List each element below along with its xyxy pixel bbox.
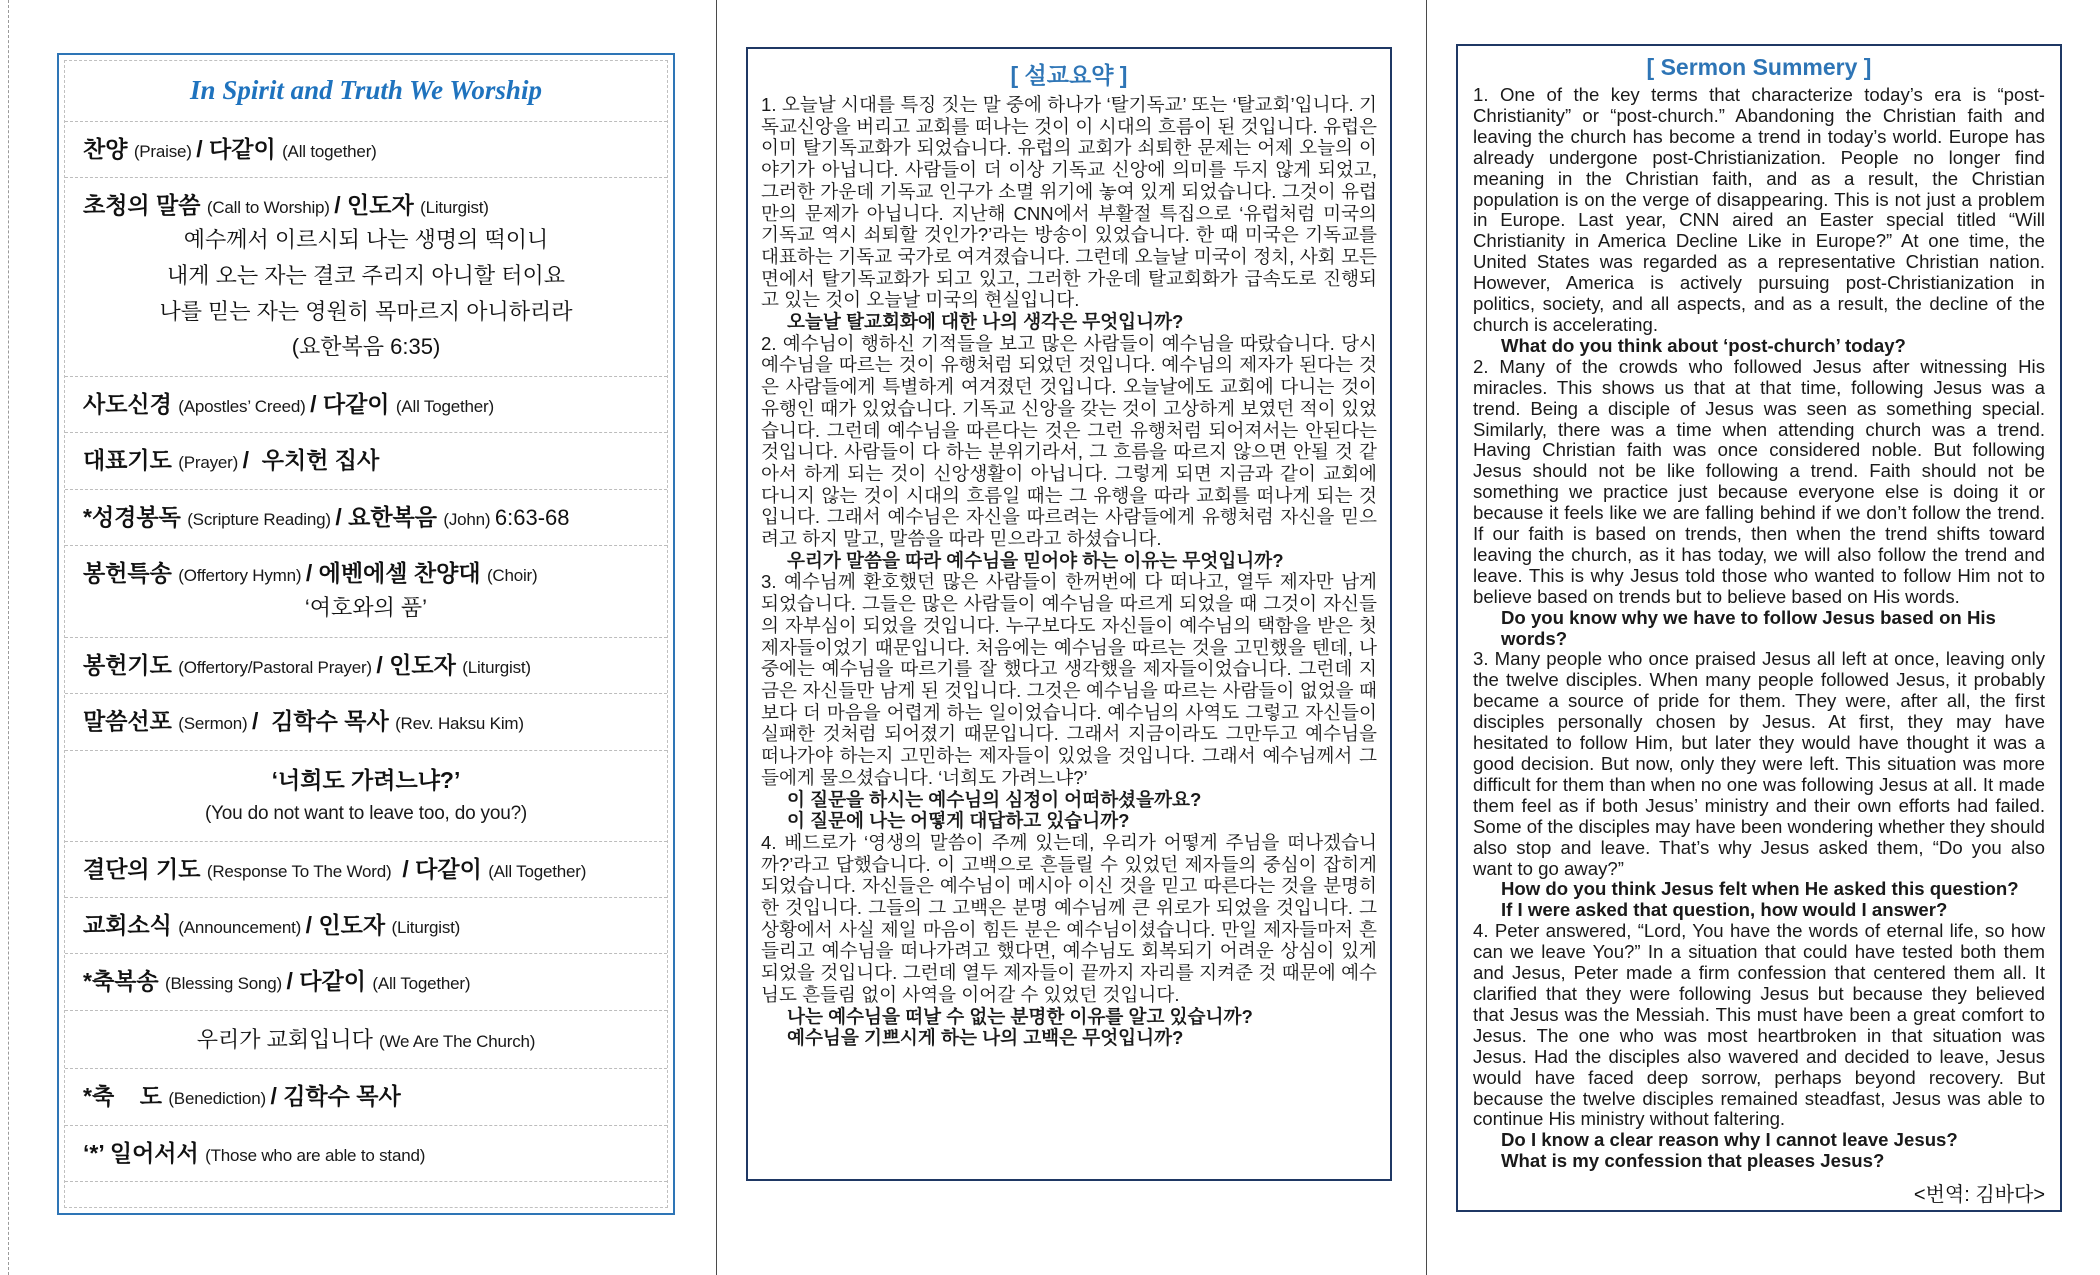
worship-text: (Scripture Reading): [187, 509, 336, 529]
worship-text: / 우치헌 집사: [242, 447, 380, 474]
worship-text: (Praise): [133, 141, 197, 161]
worship-line: [83, 557, 649, 590]
worship-row: [65, 377, 667, 433]
worship-text: ‘여호와의 품’: [304, 595, 428, 621]
worship-row: [65, 751, 667, 842]
worship-text: 봉헌기도: [83, 651, 179, 678]
worship-line: [83, 1137, 649, 1170]
worship-text: 봉헌특송: [83, 559, 179, 586]
worship-text: (Liturgist): [420, 198, 489, 218]
worship-text: 예수께서 이르시되 나는 생명의 떡이니: [183, 227, 549, 253]
sermon-summary-en-panel: [1456, 44, 2062, 1212]
worship-text: / 인도자: [334, 192, 421, 219]
worship-row: [65, 1011, 667, 1070]
worship-text: (Choir): [486, 565, 538, 585]
worship-panel-title: In Spirit and Truth We Worship: [190, 75, 542, 105]
worship-row: [65, 546, 667, 638]
worship-line: [83, 133, 649, 166]
worship-text: 초청의 말씀: [83, 192, 207, 219]
worship-text: 6:63-68: [494, 504, 570, 530]
worship-text: (John): [443, 509, 495, 529]
worship-text: (Offertory Hymn): [178, 565, 306, 585]
worship-text: (Benediction): [168, 1089, 271, 1109]
worship-text: 나를 믿는 자는 영원히 목마르지 아니하리라: [159, 298, 573, 324]
worship-text: (Offertory/Pastoral Prayer): [178, 657, 377, 677]
worship-text: ‘너희도 가려느냐?’: [271, 766, 461, 793]
sermon-paragraph: 4. Peter answered, “Lord, You have the words of eternal life, so how can we leave You?” In a situation that could have tested both them and Jesus, Peter made a firm confession that centered them all. It clarified that they were following Jesus but because they believed that Jesus was the Messiah. This must have been a great comfort to Jesus. The one who was most heartbroken in that situation was Jesus. Had the disciples also wavered and decided to leave, Jesus would have faced deep sorrow, perhaps beyond recovery. But because the twelve disciples remained steadfast, Jesus was able to continue His ministry without faltering.: [1473, 920, 2045, 1130]
worship-text: 내게 오는 자는 결코 주리지 아니할 터이요: [167, 263, 565, 289]
sermon-paragraph: 4. 베드로가 ‘영생의 말씀이 주께 있는데, 우리가 어떻게 주님을 떠나겠습니까?’라고 답했습니다. 이 고백으로 흔들릴 수 있었던 제자들의 중심이 잡히게 되었습니다. 자신들은 예수님이 메시아 이신 것을 믿고 따른다는 것을 분명히 한 것입니다. 그들의 그 고백은 분명 예수님께 큰 위로가 되었을 것입니다. 그 상황에서 사실 제일 마음이 힘든 분은 예수님이셨습니다. 만일 제자들마저 흔들리고 예수님을 떠나가려고 했다면, 예수님도 회복되기 어려운 상심이 있게 되었을 것입니다. 그런데 열두 제자들이 끝까지 자리를 지켜준 것 때문에 예수님도 흔들림 없이 사역을 이어갈 수 있었던 것입니다.: [761, 831, 1377, 1005]
worship-text: (You do not want to leave too, do you?): [204, 802, 528, 824]
reflection-question: 이 질문을 하시는 예수님의 심정이 어떠하셨을까요?: [787, 788, 1202, 810]
worship-text: (요한복음 6:35): [291, 334, 441, 360]
worship-row: [65, 842, 667, 898]
sermon-paragraph: 1. One of the key terms that characterize today’s era is “post-Christianity” or “post-church.” Abandoning the Christian faith and leaving the church has become a trend in today’s world. Europe has already undergone post-Christianization. People no longer find meaning in the Christian faith, and as a result, the Christian population is on the verge of disappearing. This is not just a problem in Europe. Last year, CNN aired an Easter special titled “Will Christianity in America Decline Like in Europe?” At one time, the United States was regarded as a representative Christian nation. However, America is actively pursuing post-Christianization in politics, society, and all aspects, and as a result, the decline of the church is accelerating.: [1473, 84, 2045, 335]
page-edge-dashed-line: [8, 0, 9, 1275]
worship-text: / 다같이: [286, 968, 373, 995]
worship-line: [83, 965, 649, 998]
worship-line: [83, 1022, 649, 1058]
worship-text: (All Together): [488, 861, 587, 881]
sermon-paragraph: 3. Many people who once praised Jesus all left at once, leaving only the twelve disciples. When many people followed Jesus, it probably became a source of pride for them. They were, after all, the first disciples personally chosen by Jesus. At first, they may have hesitated to follow Him, but later they would have thought it was a good decision. But now, only they were left. This situation was more difficult for them than when no one was following Jesus at all. It made them feel as if both Jesus’ ministry and their own efforts had failed. Some of the disciples may have been wondering whether they should also stop and leave. That’s why Jesus asked them, “Do you also want to go away?”: [1473, 648, 2045, 879]
worship-line: [83, 294, 649, 330]
worship-row: [65, 490, 667, 546]
worship-text: (Liturgist): [462, 657, 531, 677]
worship-text: 말씀선포: [83, 708, 179, 735]
sermon-en-blocks: [1473, 85, 2045, 1172]
worship-text: (Sermon): [178, 714, 253, 734]
worship-text: 우리가 교회입니다: [196, 1026, 380, 1052]
reflection-question: 우리가 말씀을 따라 예수님을 믿어야 하는 이유는 무엇입니까?: [787, 549, 1284, 571]
worship-text: / 인도자: [305, 911, 392, 938]
worship-line: [83, 909, 649, 942]
worship-text: (We Are The Church): [379, 1031, 536, 1051]
worship-text: ‘*’ 일어서서: [83, 1139, 206, 1166]
worship-row: [65, 638, 667, 694]
worship-text: / 요한복음: [335, 503, 444, 530]
worship-line: [83, 444, 649, 477]
worship-text: (Prayer): [178, 453, 243, 473]
worship-line: [83, 1080, 649, 1113]
worship-text: (Blessing Song): [165, 974, 287, 994]
worship-text: (Announcement): [178, 917, 306, 937]
sermon-en-title: [ Sermon Summery ]: [1646, 54, 1872, 80]
sermon-paragraph: 2. 예수님이 행하신 기적들을 보고 많은 사람들이 예수님을 따랐습니다. 당시 예수님을 따르는 것이 유행처럼 되었던 것입니다. 예수님의 제자가 된다는 것은 사람들에게 특별하게 여겨졌던 것입니다. 오늘날에도 교회에 다니는 것이 유행인 때가 있었습니다. 기독교 신앙을 갖는 것이 고상하게 보였던 적이 있었습니다. 그런데 예수님을 따른다는 것은 그런 유행처럼 되어져서는 안된다는 것입니다. 사람들이 다 하는 분위기라서, 그 흐름을 따르지 않으면 안될 것 같아서 하게 되는 것이 신앙생활이 아닙니다. 그렇게 되면 지금과 같이 교회에 다니지 않는 것이 시대의 흐름일 때는 그 유행을 따라 교회를 떠나게 되는 것입니다. 그래서 예수님은 자신을 따르려는 사람들에게 유행처럼 자신을 믿으려고 하지 말고, 말씀을 따라 믿으라고 하셨습니다.: [761, 332, 1377, 550]
worship-line: [75, 69, 657, 113]
reflection-question: If I were asked that question, how would I answer?: [1501, 899, 1948, 921]
reflection-question: What is my confession that pleases Jesus?: [1501, 1150, 1885, 1172]
reflection-question: 예수님을 기쁘시게 하는 나의 고백은 무엇입니까?: [787, 1027, 1184, 1049]
worship-line: [83, 388, 649, 421]
worship-row: [65, 122, 667, 178]
worship-row: [65, 694, 667, 750]
reflection-question: Do you know why we have to follow Jesus based on His words?: [1501, 606, 1996, 649]
worship-line: [83, 222, 649, 258]
worship-text: / 인도자: [376, 651, 463, 678]
worship-line: [83, 705, 649, 738]
worship-text: / 에벤에셀 찬양대: [305, 559, 487, 586]
worship-text: (Liturgist): [391, 917, 461, 937]
sermon-paragraph: 1. 오늘날 시대를 특징 짓는 말 중에 하나가 ‘탈기독교’ 또는 ‘탈교회’입니다. 기독교신앙을 버리고 교회를 떠나는 것이 이 시대의 흐름이 된 것입니다. 유럽은 이미 탈기독교화가 되었습니다. 유럽의 교회가 쇠퇴한 문제는 어제 오늘의 이야기가 아닙니다. 사람들이 더 이상 기독교 신앙에 의미를 두지 않게 되었고, 그러한 가운데 기독교 인구가 소멸 위기에 놓여 있게 되었습니다. 그것이 유럽만의 문제가 아닙니다. 지난해 CNN에서 부활절 특집으로 ‘유럽처럼 미국의 기독교 역시 쇠퇴할 것인가?’라는 방송이 있었습니다. 한 때 미국은 기독교를 대표하는 기독교 국가로 여겨졌습니다. 그런데 오늘날 미국이 정치, 사회 모든 면에서 탈기독교화가 되고 있고, 그러한 가운데 탈교회화가 급속도로 진행되고 있는 것이 오늘날 미국의 현실입니다.: [761, 94, 1377, 311]
worship-text: 결단의 기도: [83, 855, 207, 882]
worship-text: (Call to Worship): [206, 198, 335, 218]
sermon-ko-title: [ 설교요약 ]: [1010, 62, 1128, 88]
worship-text: (Rev. Haksu Kim): [395, 714, 524, 734]
worship-row: [65, 1069, 667, 1125]
sermon-paragraph: 3. 예수님께 환호했던 많은 사람들이 한꺼번에 다 떠나고, 열두 제자만 남게 되었습니다. 그들은 많은 사람들이 예수님을 따르게 되었을 때 그것이 자신들의 자부심이 되었을 것입니다. 누구보다도 자신들이 예수님의 택함을 받은 첫 제자들이었기 때문입니다. 처음에는 예수님을 따르는 것을 고민했을 텐데, 나중에는 예수님을 따르기를 잘 했다고 생각했을 제자들이었습니다. 그런데 지금은 자신들만 남게 된 것입니다. 그것은 예수님을 따르는 사람들이 없었을 때 보다 더 마음을 어렵게 하는 일이었습니다. 예수님의 사역도 그렇고 자신들이 실패한 것처럼 되어졌기 때문입니다. 그래서 지금이라도 그만두고 예수님을 떠나가야 하는지 고민하는 제자들이 있었을 것입니다. 그래서 예수님께서 그들에게 물으셨습니다. ‘너희도 가려느냐?’: [761, 571, 1377, 788]
worship-text: 교회소식: [83, 911, 179, 938]
worship-text: *축복송: [83, 968, 165, 995]
sermon-ko-blocks: [761, 94, 1377, 1049]
worship-text: / 다같이: [395, 855, 489, 882]
worship-text: 사도신경: [83, 390, 179, 417]
worship-text: *축 도: [83, 1083, 169, 1110]
worship-text: 대표기도: [83, 447, 179, 474]
worship-row: [65, 1126, 667, 1182]
worship-order-panel: [57, 53, 675, 1215]
worship-line: [83, 649, 649, 682]
worship-order-rows: [64, 60, 668, 1208]
worship-row: [65, 898, 667, 954]
worship-text: *성경봉독: [83, 503, 188, 530]
worship-line: [83, 501, 649, 534]
worship-line: [83, 853, 649, 886]
worship-text: (Those who are able to stand): [205, 1145, 426, 1165]
worship-row: [65, 1182, 667, 1207]
reflection-question: 나는 예수님을 떠날 수 없는 분명한 이유를 알고 있습니까?: [787, 1005, 1253, 1027]
reflection-question: 이 질문에 나는 어떻게 대답하고 있습니까?: [787, 810, 1130, 832]
worship-text: (All Together): [372, 974, 471, 994]
worship-text: / 김학수 목사: [270, 1083, 401, 1110]
worship-text: / 다같이: [310, 390, 396, 417]
reflection-question: What do you think about ‘post-church’ today?: [1501, 334, 1906, 356]
worship-line: [83, 329, 649, 365]
worship-row: [65, 954, 667, 1010]
fold-divider-left: [716, 0, 717, 1275]
translator-credit: <번역: 김바다>: [1913, 1184, 2045, 1207]
worship-text: (Response To The Word): [206, 861, 396, 881]
worship-line: [83, 762, 649, 799]
worship-line: [83, 189, 649, 222]
sermon-summary-ko-panel: [746, 47, 1392, 1181]
reflection-question: Do I know a clear reason why I cannot leave Jesus?: [1501, 1129, 1958, 1151]
worship-row: [65, 178, 667, 377]
worship-text: / 다같이: [196, 135, 283, 162]
worship-text: (All together): [282, 141, 377, 161]
worship-line: [83, 799, 649, 830]
fold-divider-right: [1426, 0, 1427, 1275]
worship-line: [83, 258, 649, 294]
sermon-paragraph: 2. Many of the crowds who followed Jesus after witnessing His miracles. This shows us that at that time, following Jesus was a trend. Being a disciple of Jesus was seen as something special. Similarly, there was a time when attending church was a trend. Having Christian faith was once considered noble. But following Jesus should not be like following a trend. Faith should not be something we practice just because everyone else is doing it or because it feels like we are falling behind if we don’t follow the trend. If our faith is based on trends, then when the trend shifts toward leaving the church, as it has today, we will also follow the trend and leave. This is why Jesus told those who wanted to follow Him not to believe based on trends but to believe based on His words.: [1473, 355, 2045, 607]
worship-text: 찬양: [83, 135, 134, 162]
worship-text: / 김학수 목사: [252, 708, 396, 735]
worship-row: [65, 433, 667, 489]
reflection-question: How do you think Jesus felt when He asked this question?: [1501, 878, 2019, 900]
worship-text: (All Together): [395, 396, 494, 416]
worship-text: (Apostles’ Creed): [178, 396, 311, 416]
reflection-question: 오늘날 탈교회화에 대한 나의 생각은 무엇입니까?: [787, 311, 1184, 333]
worship-row: [65, 61, 667, 122]
worship-line: [83, 590, 649, 626]
